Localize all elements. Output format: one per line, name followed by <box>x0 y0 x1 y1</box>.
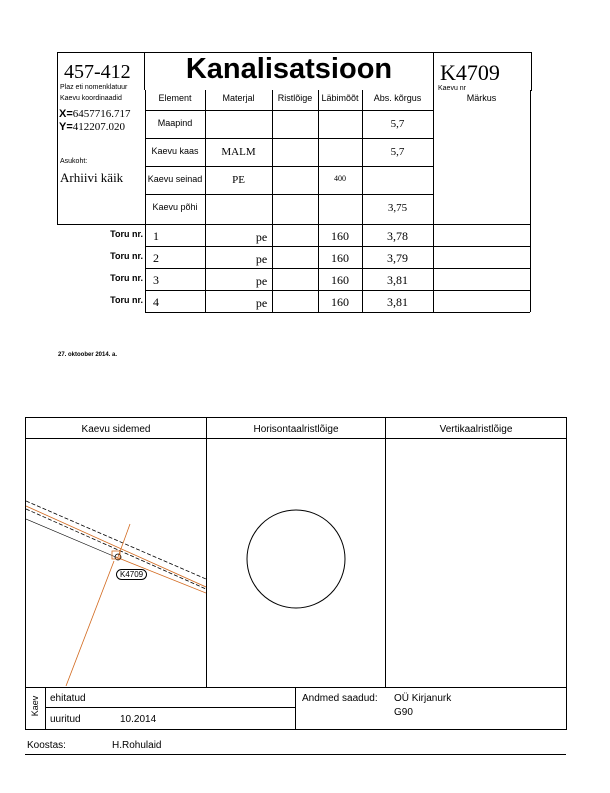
table-hline <box>145 290 530 291</box>
well-tag: K4709 <box>116 569 147 580</box>
row-height: 3,75 <box>387 202 408 214</box>
table-vline <box>205 90 206 312</box>
measured-value: 10.2014 <box>120 714 157 725</box>
pipe-label: Toru nr. <box>110 295 143 305</box>
table-hline <box>145 166 433 167</box>
row-material: PE <box>232 174 245 186</box>
table-vline <box>362 90 363 312</box>
pipe-height: 3,79 <box>387 251 408 265</box>
horizontal-section <box>207 439 385 686</box>
x-label: X= <box>59 108 73 120</box>
location-value: Arhiivi käik <box>60 170 124 185</box>
measured-label: uuritud <box>50 714 81 725</box>
pipe-number: 1 <box>153 229 159 243</box>
footer-box <box>25 687 567 730</box>
table-header: Materjal <box>222 93 255 103</box>
table-hline <box>145 194 433 195</box>
y-label: Y= <box>59 121 73 133</box>
table-hline <box>145 110 433 111</box>
pipe-height: 3,81 <box>387 273 408 287</box>
row-element: Kaevu seinad <box>147 174 203 184</box>
table-header: Läbimõõt <box>321 93 359 103</box>
row-height: 5,7 <box>390 146 405 158</box>
col-header-horizontal: Horisontaalristlõige <box>253 424 339 435</box>
col-header-links: Kaevu sidemed <box>81 424 151 435</box>
pipe-number: 3 <box>153 273 159 287</box>
y-value: 412207.020 <box>72 121 126 133</box>
pipe-label: Toru nr. <box>110 229 143 239</box>
pipe-height: 3,81 <box>387 295 408 309</box>
table-hline <box>145 246 530 247</box>
built-label: ehitatud <box>50 693 86 704</box>
well-id: K4709 <box>440 60 500 85</box>
row-height: 5,7 <box>390 118 405 130</box>
plate-code: 457-412 <box>64 61 131 83</box>
table-header: Abs. kõrgus <box>373 93 422 103</box>
table-header: Ristlõige <box>277 93 313 103</box>
pipe-number: 4 <box>153 295 159 309</box>
pipe-material: pe <box>255 230 268 244</box>
footer-side-label: Kaev <box>30 695 40 717</box>
data-label: Andmed saadud: <box>302 693 378 704</box>
table-vline <box>318 90 319 312</box>
pipe-diameter: 160 <box>331 295 349 309</box>
row-diameter: 400 <box>334 174 346 183</box>
pipe-diameter: 160 <box>331 251 349 265</box>
data-company: OÜ Kirjanurk <box>394 693 452 704</box>
table-vline <box>530 90 531 312</box>
table-header: Märkus <box>466 93 497 103</box>
pipe-material: pe <box>255 274 268 288</box>
row-element: Kaevu põhi <box>152 202 198 212</box>
site-sketch <box>26 439 206 686</box>
pipe-label: Toru nr. <box>110 273 143 283</box>
pipe-number: 2 <box>153 251 159 265</box>
pipe-diameter: 160 <box>331 273 349 287</box>
well-caption: Kaevu nr <box>438 85 467 92</box>
table-hline <box>145 268 530 269</box>
table-vline <box>272 90 273 312</box>
table-hline <box>57 224 530 225</box>
compiled-label: Koostas: <box>27 740 66 751</box>
pipe-height: 3,78 <box>387 229 408 243</box>
coords-label: Kaevu koordinaadid <box>60 95 122 102</box>
location-label: Asukoht: <box>60 158 88 165</box>
table-hline <box>145 312 530 313</box>
date-text: 27. oktoober 2014. a. <box>58 352 118 358</box>
plate-caption: Plaz eti nomenklatuur <box>60 84 128 91</box>
x-value: 6457716.717 <box>72 108 131 120</box>
col-header-vertical: Vertikaalristlõige <box>439 424 513 435</box>
pipe-material: pe <box>255 252 268 266</box>
pipe-label: Toru nr. <box>110 251 143 261</box>
pipe-material: pe <box>255 296 268 310</box>
data-code: G90 <box>394 707 413 718</box>
table-vline <box>433 90 434 312</box>
table-header: Element <box>158 93 192 103</box>
page-title: Kanalisatsioon <box>185 53 393 85</box>
pipe-diameter: 160 <box>331 229 349 243</box>
row-element: Kaevu kaas <box>151 146 199 156</box>
row-material: MALM <box>221 146 256 158</box>
table-hline <box>145 138 433 139</box>
table-vline <box>145 90 146 312</box>
row-element: Maapind <box>157 118 193 128</box>
compiled-value: H.Rohulaid <box>112 740 162 751</box>
